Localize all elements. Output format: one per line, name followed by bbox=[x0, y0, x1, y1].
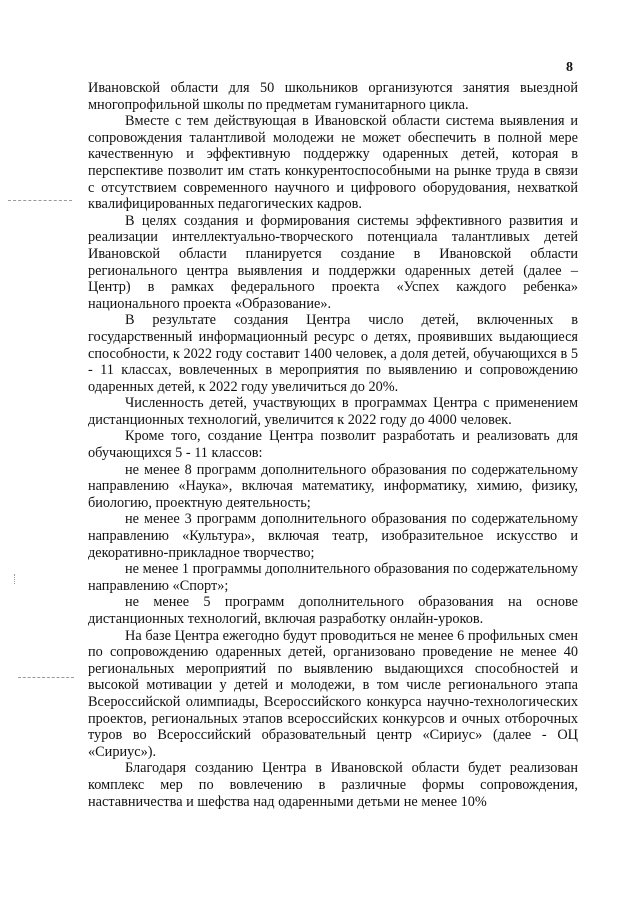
scan-tick bbox=[14, 574, 15, 584]
paragraph-4: В результате создания Центра число детей, включенных в государственный информационный ресурс о детях, проявивших выдающиеся способности, к 2022 году составит 1400 человек, а доля детей, обучающихся в 5 - 11 классах, вовлеченных в мероприятия по выявлению и сопровождению одаренных детей, к 2022 году увеличиться до 20%. bbox=[88, 312, 578, 395]
paragraph-6: Кроме того, создание Центра позволит разработать и реализовать для обучающихся 5 - 11 классов: bbox=[88, 428, 578, 462]
scan-mark-bottom bbox=[18, 677, 74, 678]
paragraph-2: Вместе с тем действующая в Ивановской области система выявления и сопровождения талантливой молодежи не может обеспечить в полной мере качественную и эффективную поддержку одаренных детей, которая в перспективе позволит им стать конкурентоспособными на рынке труда в связи с отсутствием современного научного и цифрового оборудования, нехваткой квалифицированных педагогических кадров. bbox=[88, 113, 578, 213]
list-item-culture: не менее 3 программ дополнительного образования по содержательному направлению «Культура», включая театр, изобразительное искусство и декоративно-прикладное творчество; bbox=[88, 511, 578, 561]
paragraph-3: В целях создания и формирования системы эффективного развития и реализации интеллектуально-творческого потенциала талантливых детей Ивановской области планируется создание в Ивановской области регионального центра выявления и поддержки одаренных детей (далее – Центр) в рамках федерального проекта «Успех каждого ребенка» национального проекта «Образование». bbox=[88, 212, 578, 312]
list-item-science: не менее 8 программ дополнительного образования по содержательному направлению «Наука», включая математику, информатику, химию, физику, биологию, проектную деятельность; bbox=[88, 461, 578, 511]
scan-mark-top bbox=[8, 200, 72, 201]
paragraph-1: Ивановской области для 50 школьников организуются занятия выездной многопрофильной школы по предметам гуманитарного цикла. bbox=[88, 80, 578, 113]
page-number: 8 bbox=[566, 60, 573, 75]
list-item-sport: не менее 1 программы дополнительного образования по содержательному направлению «Спорт»; bbox=[88, 561, 578, 594]
paragraph-5: Численность детей, участвующих в программах Центра с применением дистанционных технологий, увеличится к 2022 году до 4000 человек. bbox=[88, 395, 578, 428]
paragraph-7: На базе Центра ежегодно будут проводиться не менее 6 профильных смен по сопровождению одаренных детей, организовано проведение не менее 40 региональных мероприятий по выявлению выдающихся способностей и высокой мотивации у детей и молодежи, в том числе регионального этапа Всероссийской олимпиады, Всероссийского конкурса научно-технологических проектов, региональных этапов всероссийских конкурсов и очных отборочных туров во Всероссийский образовательный центр «Сириус» (далее - ОЦ «Сириус»). bbox=[88, 627, 578, 760]
document-body bbox=[88, 80, 578, 810]
list-item-distance: не менее 5 программ дополнительного образования на основе дистанционных технологий, включая разработку онлайн-уроков. bbox=[88, 594, 578, 627]
paragraph-8: Благодаря созданию Центра в Ивановской области будет реализован комплекс мер по вовлечению в различные формы сопровождения, наставничества и шефства над одаренными детьми не менее 10% bbox=[88, 760, 578, 810]
